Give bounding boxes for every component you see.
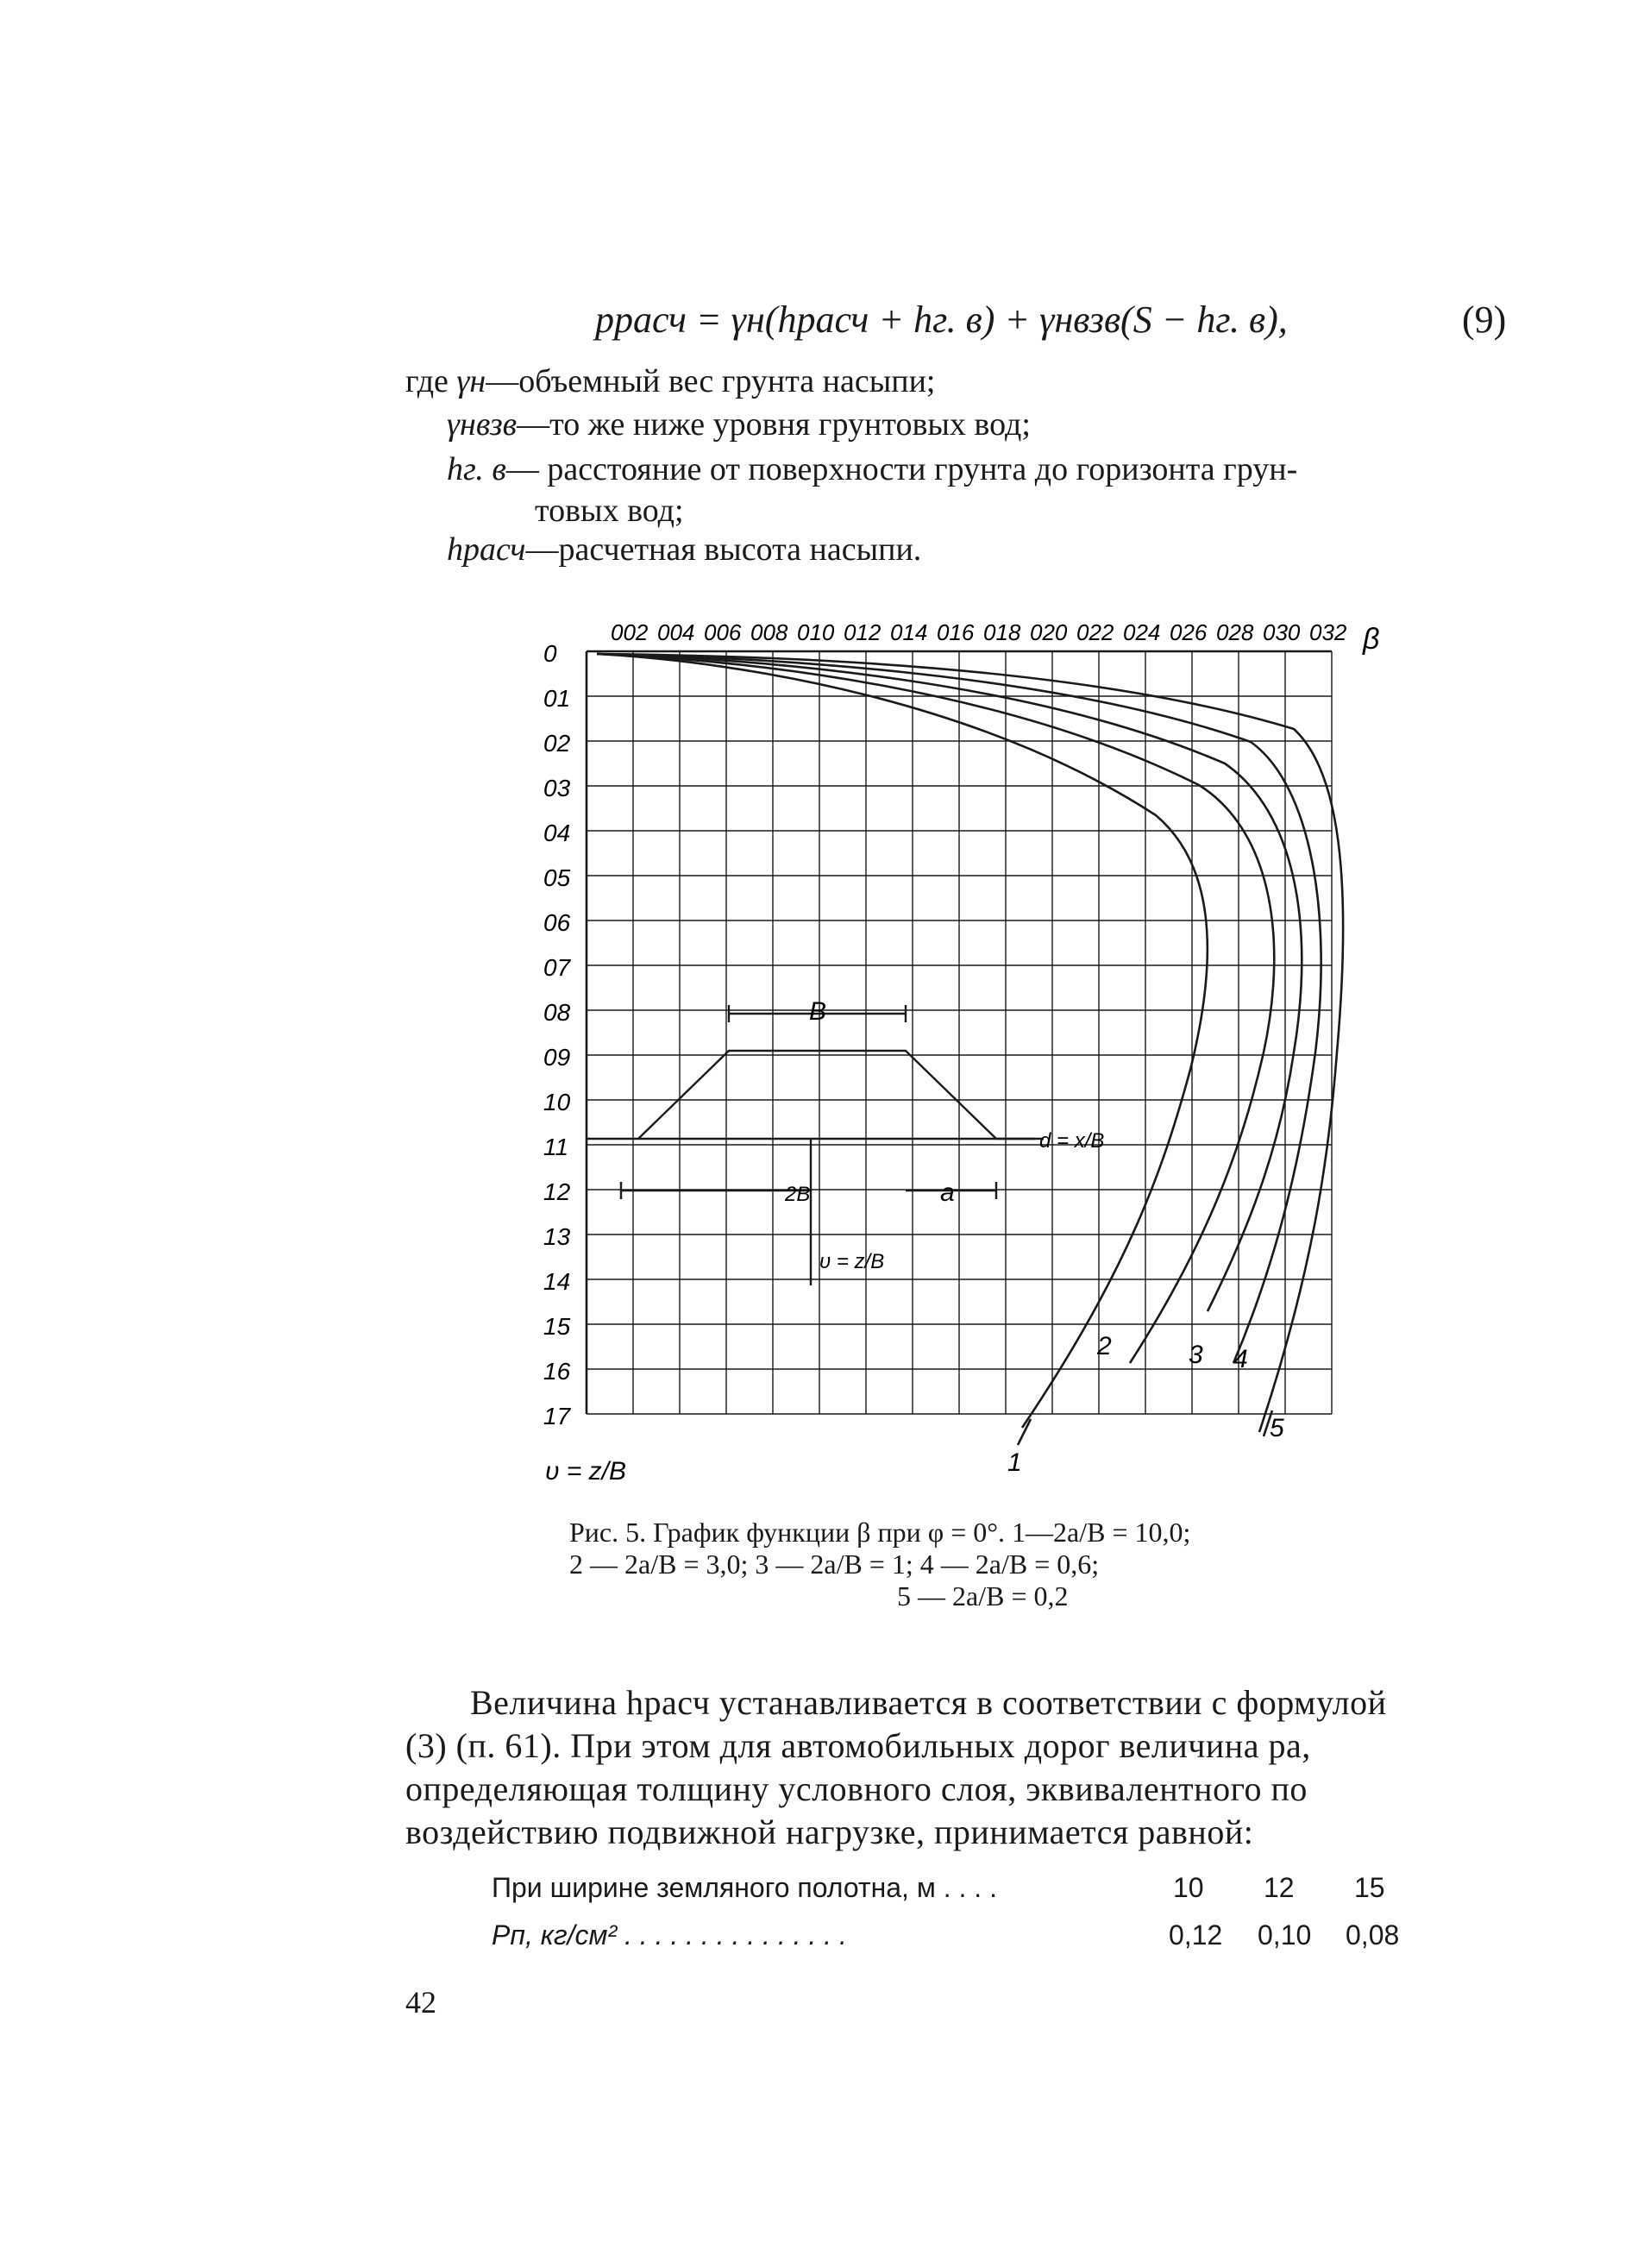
definition-1	[405, 362, 935, 400]
figure-caption-line-3: 5 — 2a/B = 0,2	[897, 1580, 1069, 1611]
top-axis-tick-label: 030	[1263, 619, 1301, 645]
top-axis-tick-label: 004	[657, 619, 695, 645]
beta-curves	[597, 654, 1343, 1445]
definition-text: —расчетная высота насыпи.	[525, 531, 922, 568]
sketch-labels	[784, 997, 1104, 1273]
table-row-2	[492, 1919, 847, 1951]
curve-3	[597, 654, 1302, 1311]
top-axis-labels	[611, 619, 1347, 645]
curve-label-4: 4	[1233, 1345, 1248, 1373]
a-label: a	[940, 1178, 955, 1207]
left-axis-tick-label: 13	[543, 1223, 571, 1250]
top-axis-tick-label: 022	[1076, 619, 1114, 645]
top-axis-tick-label: 014	[890, 619, 928, 645]
top-axis-tick-label: 016	[937, 619, 975, 645]
table-row-1-value-2: 12	[1264, 1872, 1295, 1903]
beta-symbol: β	[1363, 623, 1380, 656]
left-axis-tick-label: 14	[543, 1268, 571, 1295]
left-axis-tick-label: 10	[543, 1089, 571, 1115]
embankment-outline	[638, 1051, 996, 1139]
definition-2	[447, 405, 1031, 443]
top-axis-tick-label: 002	[611, 619, 649, 645]
left-axis-tick-label: 07	[543, 954, 571, 981]
definition-text: — расстояние от поверхности грунта до горизонта грун-	[505, 451, 1298, 487]
left-axis-tick-label: 12	[543, 1178, 571, 1205]
top-axis-tick-label: 026	[1170, 619, 1208, 645]
definition-symbol: hг. в	[447, 451, 506, 487]
b-label: B	[809, 997, 827, 1026]
upsilon-label: υ = z/B	[819, 1250, 885, 1273]
figure-caption-line-1: Рис. 5. График функции β при φ = 0°. 1—2a/B = 10,0;	[569, 1517, 1191, 1548]
top-axis-tick-label: 012	[844, 619, 882, 645]
top-axis-tick-label: 020	[1030, 619, 1068, 645]
definition-text: —то же ниже уровня грунтовых вод;	[517, 406, 1031, 443]
left-axis-tick-label: 05	[543, 864, 571, 891]
table-row-1-value-1: 10	[1173, 1872, 1204, 1903]
left-axis-tick-label: 01	[543, 685, 571, 712]
top-axis-tick-label: 010	[797, 619, 835, 645]
definition-text: товых вод;	[535, 493, 684, 529]
left-axis-tick-label: 16	[543, 1358, 571, 1385]
definition-4	[447, 531, 921, 569]
table-row-label: При ширине земляного полотна, м . . . .	[492, 1872, 997, 1903]
table-row-2-value-3: 0,08	[1346, 1919, 1400, 1951]
formula: pрасч = γн(hрасч + hг. в) + γнвзв(S − hг. в),	[595, 298, 1288, 341]
definition-symbol: γн	[456, 363, 486, 399]
top-axis-tick-label: 032	[1309, 619, 1347, 645]
2b-label: 2B	[785, 1183, 811, 1206]
table-row-1-value-3: 15	[1354, 1872, 1385, 1903]
table-row-2-value-2: 0,10	[1258, 1919, 1312, 1951]
d-label: d = x/B	[1039, 1129, 1105, 1153]
left-axis-tick-label: 09	[543, 1044, 571, 1071]
curve-1	[597, 654, 1208, 1428]
top-axis-tick-label: 018	[983, 619, 1021, 645]
paragraph-line-3: определяющая толщину условного слоя, эквивалентного по	[405, 1769, 1308, 1808]
formula-number: (9)	[1462, 298, 1507, 341]
definition-symbol: γнвзв	[447, 406, 518, 443]
left-axis-labels	[543, 640, 572, 1429]
top-axis-tick-label: 008	[750, 619, 788, 645]
definition-symbol: hрасч	[447, 531, 526, 568]
top-axis-tick-label: 024	[1123, 619, 1161, 645]
definition-3-continued	[535, 492, 684, 530]
left-axis-tick-label: 17	[543, 1403, 571, 1429]
paragraph-line-4: воздействию подвижной нагрузке, принимается равной:	[405, 1813, 1254, 1851]
curve-label-1: 1	[1007, 1448, 1022, 1477]
curve-label-5: 5	[1270, 1414, 1284, 1442]
definition-prefix: где	[405, 363, 457, 399]
left-axis-tick-label: 11	[543, 1134, 569, 1160]
left-axis-tick-label: 04	[543, 820, 571, 846]
curve-2	[597, 654, 1274, 1363]
beta-function-graph	[535, 604, 1415, 1501]
top-axis-tick-label: 028	[1216, 619, 1254, 645]
table-row-2-value-1: 0,12	[1169, 1919, 1223, 1951]
paragraph-line-1: Величина hрасч устанавливается в соответствии с формулой	[470, 1683, 1387, 1722]
curve-5	[597, 654, 1343, 1432]
paragraph-line-2: (3) (п. 61). При этом для автомобильных дорог величина pа,	[405, 1726, 1311, 1765]
figure-caption-line-2: 2 — 2a/B = 3,0; 3 — 2a/B = 1; 4 — 2a/B = 0,6;	[569, 1549, 1100, 1580]
curve-label-2: 2	[1097, 1332, 1112, 1360]
top-axis-tick-label: 006	[704, 619, 742, 645]
definition-3	[447, 450, 1297, 488]
left-axis-tick-label: 15	[543, 1313, 571, 1340]
left-axis-tick-label: 02	[543, 730, 571, 757]
graph-grid	[587, 651, 1332, 1414]
curve-label-3: 3	[1189, 1341, 1203, 1369]
upsilon-axis-symbol: υ = z/B	[545, 1457, 627, 1486]
left-axis-tick-label: 0	[543, 640, 557, 667]
definition-text: —объемный вес грунта насыпи;	[486, 363, 936, 399]
table-row-label: Pп, кг/см² . . . . . . . . . . . . . . .	[492, 1919, 847, 1951]
page-number: 42	[405, 1985, 436, 2020]
left-axis-tick-label: 03	[543, 775, 571, 801]
table-row-1	[492, 1872, 997, 1904]
left-axis-tick-label: 06	[543, 909, 571, 936]
left-axis-tick-label: 08	[543, 999, 571, 1026]
